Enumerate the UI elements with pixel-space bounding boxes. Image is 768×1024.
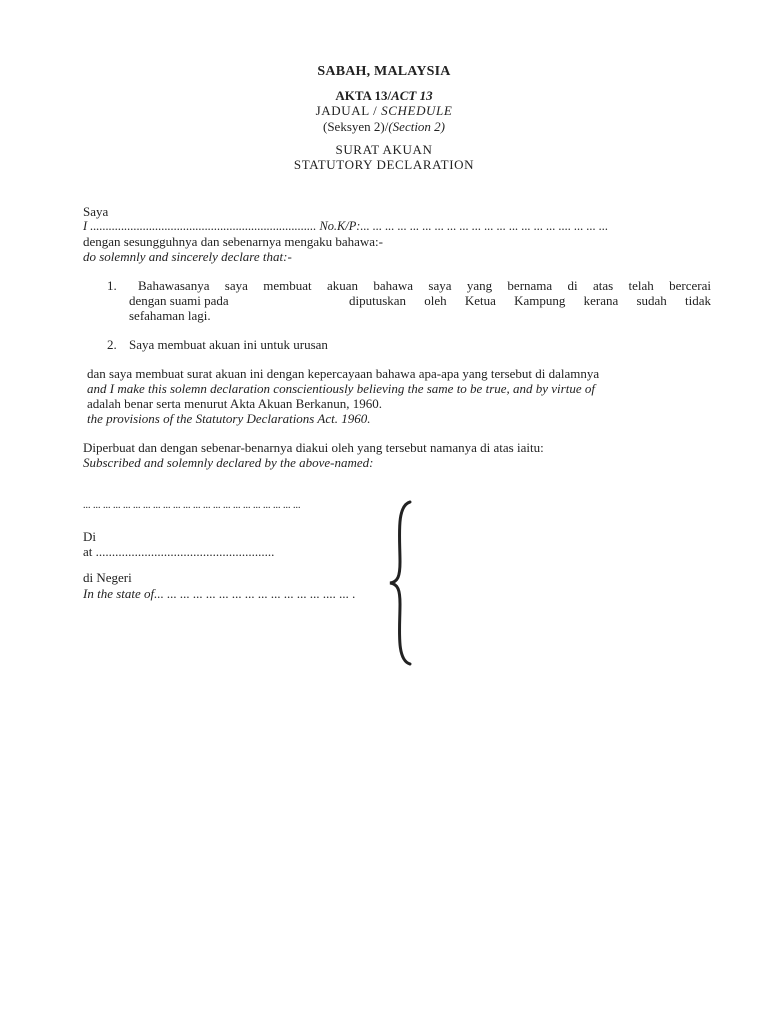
section-en: (Section 2)	[388, 119, 446, 134]
belief-ms-2: adalah benar serta menurut Akta Akuan Berkanun, 1960.	[87, 396, 382, 411]
subscribed-en: Subscribed and solemnly declared by the above-named:	[83, 455, 374, 470]
declare-ms: dengan sesungguhnya dan sebenarnya mengaku bahawa:-	[83, 234, 383, 249]
item-2-number: 2.	[107, 337, 117, 352]
at-line: at .......................................................	[83, 544, 275, 559]
section-heading	[0, 119, 768, 135]
item-1-line-3: sefahaman lagi.	[129, 308, 211, 323]
negeri-label: di Negeri	[83, 570, 132, 585]
name-signature-line: ... ... ... ... ... ... ... ... ... ... ... ... ... ... ... ... ... ... ... ... ... ...	[83, 500, 301, 511]
curly-brace	[388, 498, 428, 668]
section-ms: (Seksyen 2)/	[322, 119, 389, 134]
item-1-number: 1.	[107, 278, 117, 293]
belief-en-2: the provisions of the Statutory Declarations Act. 1960.	[87, 411, 371, 426]
act-ms: AKTA 13/	[335, 88, 392, 103]
subscribed-ms: Diperbuat dan dengan sebenar-benarnya diakui oleh yang tersebut namanya di atas iaitu:	[83, 440, 544, 455]
name-ic-line: I ......................................................................... No.K/P:... ... ... ... ... ... ... ... ... ... ... ... ... ... ... ... .... ... ... ...	[83, 219, 609, 233]
title-ms: SURAT AKUAN	[335, 142, 433, 157]
item-1-line-2b: diputuskan oleh Ketua Kampung kerana sudah tidak	[349, 293, 711, 308]
belief-ms-1: dan saya membuat surat akuan ini dengan kepercayaan bahawa apa-apa yang tersebut di dalamnya	[87, 366, 600, 381]
di-label: Di	[83, 529, 96, 544]
declare-en: do solemnly and sincerely declare that:-	[83, 249, 292, 264]
schedule-ms: JADUAL /	[315, 103, 382, 118]
state-line: In the state of... ... ... ... ... ... ... ... ... ... ... ... ... .... ... .	[83, 586, 356, 601]
item-2-line-1: Saya membuat akuan ini untuk urusan	[129, 337, 328, 352]
belief-en-1: and I make this solemn declaration conscientiously believing the same to be true, and by virtue of	[87, 381, 595, 396]
act-en: ACT 13	[391, 88, 433, 103]
item-1-line-2a: dengan suami pada	[129, 293, 229, 308]
item-1-line-1: Bahawasanya saya membuat akuan bahawa saya yang bernama di atas telah bercerai	[138, 278, 711, 293]
schedule-en: SCHEDULE	[381, 103, 453, 118]
saya-label: Saya	[83, 204, 109, 219]
schedule-heading	[0, 103, 768, 119]
region-heading: SABAH, MALAYSIA	[317, 64, 451, 79]
act-heading	[0, 88, 768, 104]
title-en: STATUTORY DECLARATION	[293, 157, 475, 172]
